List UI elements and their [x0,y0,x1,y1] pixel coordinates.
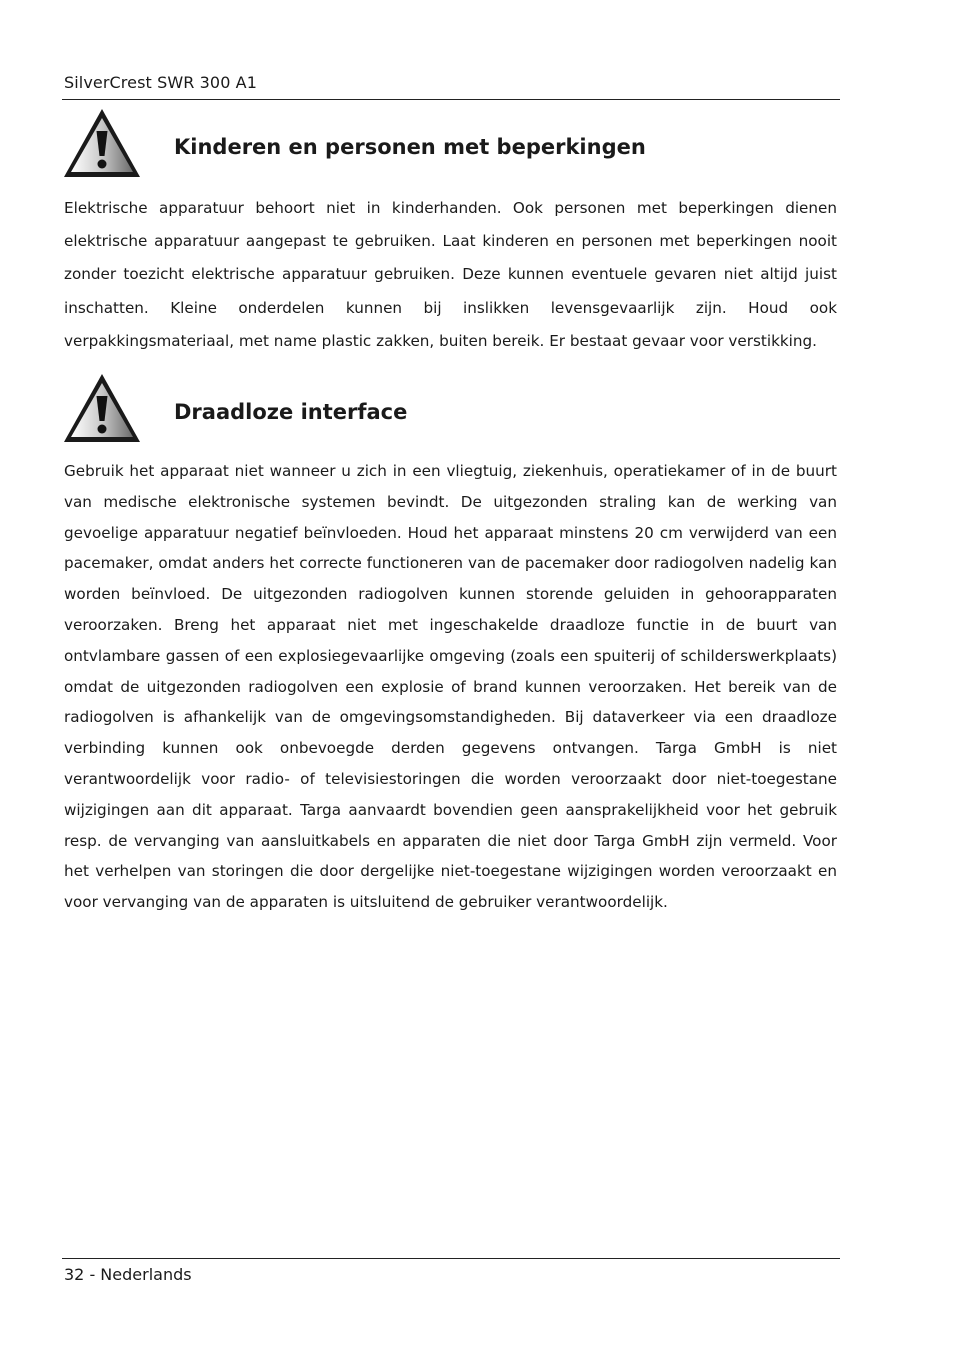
section-heading-wireless [62,372,842,444]
warning-triangle-icon [62,372,142,444]
section-heading-children [62,107,842,179]
page-number-label: 32 - Nederlands [64,1265,192,1284]
section-title: Kinderen en personen met beperkingen [174,135,646,159]
section-title: Draadloze interface [174,400,408,424]
section-body-text: Gebruik het apparaat niet wanneer u zich in een vliegtuig, ziekenhuis, operatiekamer of in de buurt van medische elektronische systemen bevindt. De uitgezonden straling kan de werking van gevoelige apparatuur negatief beïnvloeden. Houd het apparaat minstens 20 cm verwijderd van een pacemaker, omdat anders het correcte functioneren van de pacemaker door radiogolven nadelig kan worden beïnvloed. De uitgezonden radiogolven kunnen storende geluiden in gehoorapparaten veroorzaken. Breng het apparaat niet met ingeschakelde draadloze functie in de buurt van ontvlambare gassen of een explosiegevaarlijke omgeving (zoals een spuiterij of schilderswerkplaats) omdat de uitgezonden radiogolven een explosie of brand kunnen veroorzaken. Het bereik van de radiogolven is afhankelijk van de omgevingsomstandigheden. Bij dataverkeer via een draadloze verbinding kunnen ook onbevoegde derden gegevens ontvangen. Targa GmbH is niet verantwoordelijk voor radio- of televisiestoringen die worden veroorzaakt door niet-toegestane wijzigingen aan dit apparaat. Targa aanvaardt bovendien geen aansprakelijkheid voor het gebruik resp. de vervanging van aansluitkabels en apparaten die niet door Targa GmbH zijn vermeld. Voor het verhelpen van storingen die door dergelijke niet-toegestane wijzigingen worden veroorzaakt en voor vervanging van de apparaten is uitsluitend de gebruiker verantwoordelijk. [64,462,837,912]
section-body-text: Elektrische apparatuur behoort niet in kinderhanden. Ook personen met beperkingen dienen elektrische apparatuur aangepast te gebruiken. Laat kinderen en personen met beperkingen nooit zonder toezicht elektrische apparatuur gebruiken. Deze kunnen eventuele gevaren niet altijd juist inschatten. Kleine onderdelen kunnen bij inslikken levensgevaarlijk zijn. Houd ook verpakkingsmateriaal, met name plastic zakken, buiten bereik. Er bestaat gevaar voor verstikking. [64,199,837,350]
header-divider [62,99,840,100]
warning-triangle-icon [62,107,142,179]
footer-divider [62,1258,840,1259]
document-header-title: SilverCrest SWR 300 A1 [64,73,258,92]
